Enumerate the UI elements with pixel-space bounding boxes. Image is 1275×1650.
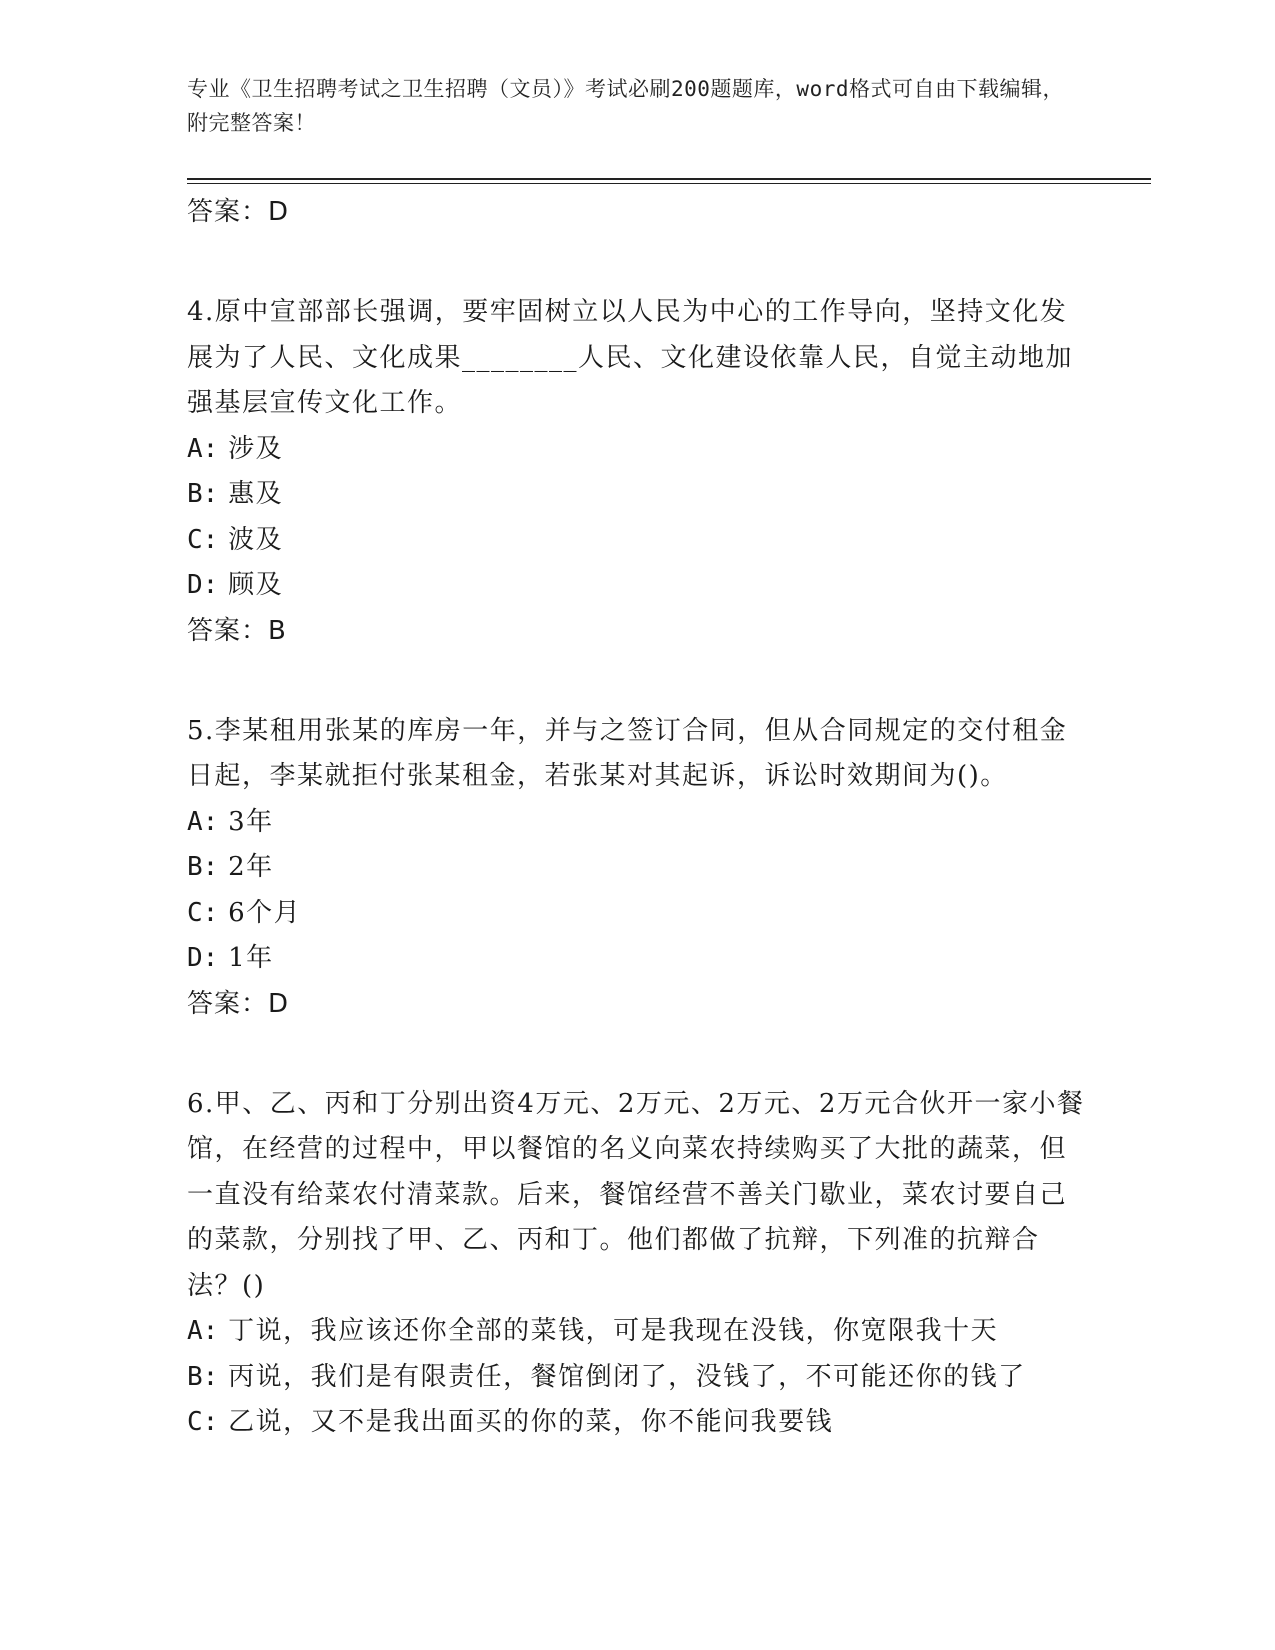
header-rule-thin	[187, 183, 1151, 184]
question-4	[187, 290, 1087, 653]
question-stem: 4.原中宣部部长强调，要牢固树立以人民为中心的工作导向，坚持文化发展为了人民、文化成果________人民、文化建设依靠人民，自觉主动地加强基层宣传文化工作。	[187, 297, 1074, 418]
option-d: D: 顾及	[187, 570, 284, 600]
question-stem: 6.甲、乙、丙和丁分别出资4万元、2万元、2万元、2万元合伙开一家小餐馆，在经营的过程中，甲以餐馆的名义向菜农持续购买了大批的蔬菜，但一直没有给菜农付清菜款。后来，餐馆经营不善关门歇业，菜农讨要自己的菜款，分别找了甲、乙、丙和丁。他们都做了抗辩，下列准的抗辩合法？()	[187, 1088, 1085, 1301]
option-c: C: 乙说，又不是我出面买的你的菜，你不能问我要钱	[187, 1407, 834, 1437]
option-a: A: 涉及	[187, 433, 284, 464]
option-b: B: 丙说，我们是有限责任，餐馆倒闭了，没钱了，不可能还你的钱了	[187, 1361, 1026, 1392]
page-header: 专业《卫生招聘考试之卫生招聘（文员）》考试必刷200题题库，word格式可自由下载编辑，附完整答案！	[187, 77, 1064, 135]
header-rule-thick	[187, 178, 1151, 180]
option-d: D: 1年	[187, 943, 274, 973]
option-a: A: 丁说，我应该还你全部的菜钱，可是我现在没钱，你宽限我十天	[187, 1316, 999, 1346]
option-a: A: 3年	[187, 806, 274, 837]
option-c: C: 波及	[187, 524, 284, 555]
question-6	[187, 1082, 1087, 1446]
option-c: C: 6个月	[187, 897, 302, 928]
answer-line: 答案：B	[187, 615, 287, 646]
answer-line: 答案：D	[187, 197, 290, 227]
option-b: B: 2年	[187, 852, 274, 882]
option-b: B: 惠及	[187, 479, 284, 509]
question-5	[187, 709, 1087, 1026]
answer-line: 答案：D	[187, 988, 290, 1019]
question-list	[187, 190, 1087, 1446]
question-stem: 5.李某租用张某的库房一年，并与之签订合同，但从合同规定的交付租金日起，李某就拒付张某租金，若张某对其起诉，诉讼时效期间为()。	[187, 715, 1068, 791]
